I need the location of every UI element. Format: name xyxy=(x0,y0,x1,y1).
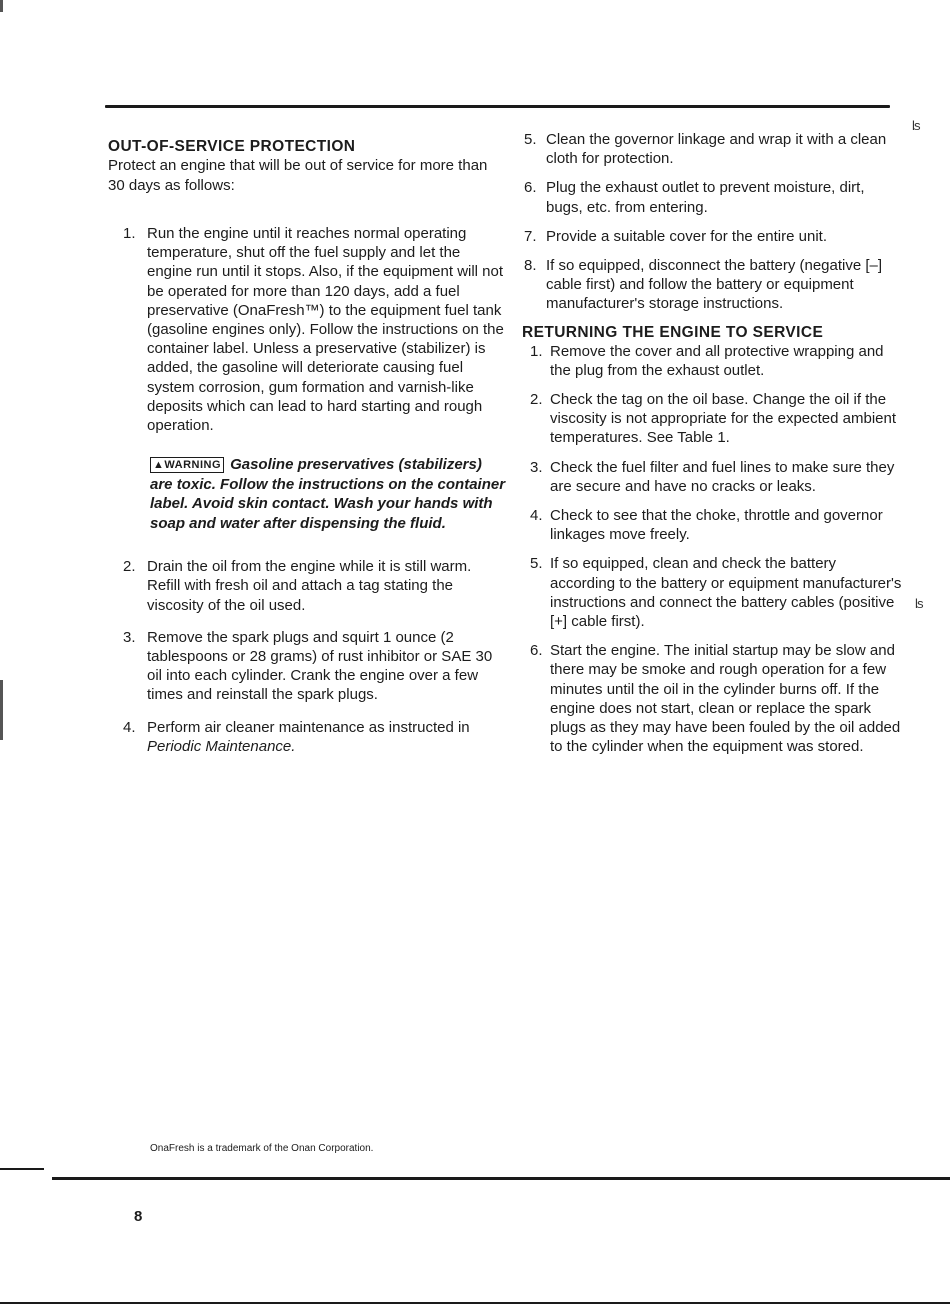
scan-mark: ʪ xyxy=(912,118,921,133)
section-heading-returning: RETURNING THE ENGINE TO SERVICE xyxy=(522,323,824,341)
bottom-left-rule xyxy=(0,1168,44,1170)
step-text: If so equipped, disconnect the battery (negative [–] cable first) and follow the battery or equipment manufacturer's storage instructions. xyxy=(546,257,883,313)
section-heading-out-of-service: OUT-OF-SERVICE PROTECTION xyxy=(108,138,356,155)
step-text: Clean the governor linkage and wrap it with a clean cloth for protection. xyxy=(546,131,887,168)
list-item xyxy=(522,641,904,756)
step-text: Perform air cleaner maintenance as instructed in xyxy=(147,718,470,736)
step-text: Plug the exhaust outlet to prevent moisture, dirt, bugs, etc. from entering. xyxy=(546,179,865,216)
step-text: Drain the oil from the engine while it is still warm. Refill with fresh oil and attach a tag stating the viscosity of the oil used. xyxy=(147,558,472,614)
list-item xyxy=(108,557,506,615)
list-item xyxy=(522,227,904,246)
step-text: Check to see that the choke, throttle and governor linkages move freely. xyxy=(550,507,883,544)
step-number: 3. xyxy=(123,628,136,646)
step-number: 6. xyxy=(530,642,543,660)
step-number: 4. xyxy=(123,718,136,736)
step-number: 5. xyxy=(524,131,537,148)
list-item xyxy=(522,256,904,314)
intro-paragraph: Protect an engine that will be out of service for more than 30 days as follows: xyxy=(108,157,488,194)
list-item xyxy=(108,718,506,756)
return-to-service-steps xyxy=(522,342,904,757)
right-column xyxy=(522,130,904,766)
step-number: 3. xyxy=(530,458,543,476)
top-rule xyxy=(105,105,890,108)
warning-label-text: WARNING xyxy=(164,459,222,472)
out-of-service-steps-continued xyxy=(108,557,506,756)
page-number: 8 xyxy=(134,1208,143,1225)
warning-label xyxy=(150,457,224,473)
step-number: 1. xyxy=(530,342,543,360)
step-number: 1. xyxy=(123,225,136,242)
step-text: Check the fuel filter and fuel lines to make sure they are secure and have no cracks or leaks. xyxy=(550,458,895,495)
step-text: Provide a suitable cover for the entire unit. xyxy=(546,227,827,245)
list-item xyxy=(108,628,506,705)
edge-mark xyxy=(0,0,3,12)
step-number: 6. xyxy=(524,179,537,197)
warning-text: Gasoline preservatives (stabilizers) are toxic. Follow the instructions on the container label. Avoid skin contact. Wash your hands with soap and water after dispensing the fluid. xyxy=(150,456,506,532)
footnote: OnaFresh is a trademark of the Onan Corporation. xyxy=(150,1143,374,1154)
step-number: 5. xyxy=(530,555,543,573)
bottom-rule xyxy=(52,1177,950,1180)
left-column xyxy=(108,138,506,769)
list-item xyxy=(522,390,904,448)
edge-mark xyxy=(0,680,3,740)
list-item xyxy=(522,458,904,496)
scan-mark: ʪ xyxy=(915,596,924,611)
list-item xyxy=(522,554,904,631)
step-number: 8. xyxy=(524,257,537,275)
warning-block xyxy=(150,455,506,533)
step-text: Run the engine until it reaches normal operating temperature, shut off the fuel supply and let the engine run until it stops. Also, if the equipment will not be operated for more than 120 days, add a fuel preservative (OnaFresh™) to the equipment fuel tank (gasoline engines only). Follow the instructions on the container label. Unless a preservative (stabilizer) is added, the gasoline will deteriorate causing fuel system corrosion, gum formation and varnish-like deposits which can lead to hard starting and rough operation. xyxy=(147,225,504,435)
out-of-service-steps xyxy=(108,224,506,435)
warning-triangle-icon: ▲ xyxy=(153,459,165,472)
list-item xyxy=(522,178,904,216)
step-number: 2. xyxy=(123,558,136,576)
step-reference: Periodic Maintenance. xyxy=(147,737,296,755)
step-text: Check the tag on the oil base. Change the oil if the viscosity is not appropriate for the expected ambient temperatures. See Table 1. xyxy=(550,391,897,447)
step-number: 2. xyxy=(530,391,543,409)
step-text: If so equipped, clean and check the battery according to the battery or equipment manufacturer's instructions and connect the battery cables (positive [+] cable first). xyxy=(550,555,902,631)
list-item xyxy=(108,224,506,435)
list-item xyxy=(522,342,904,380)
step-text: Remove the spark plugs and squirt 1 ounce (2 tablespoons or 28 grams) of rust inhibitor or SAE 30 oil into each cylinder. Crank the engine over a few times and reinstall the spark plugs. xyxy=(147,628,493,704)
list-item xyxy=(522,130,904,168)
step-number: 4. xyxy=(530,507,543,525)
list-item xyxy=(522,506,904,544)
step-text: Start the engine. The initial startup may be slow and there may be smoke and rough operation for a few minutes until the oil in the cylinder burns off. If the engine does not start, clean or replace the spark plugs as they may have been fouled by the oil added to the cylinder when the equipment was stored. xyxy=(550,642,901,756)
step-text: Remove the cover and all protective wrapping and the plug from the exhaust outlet. xyxy=(550,342,884,379)
page-bottom-edge xyxy=(0,1302,950,1304)
out-of-service-steps-right xyxy=(522,130,904,314)
step-number: 7. xyxy=(524,227,537,245)
